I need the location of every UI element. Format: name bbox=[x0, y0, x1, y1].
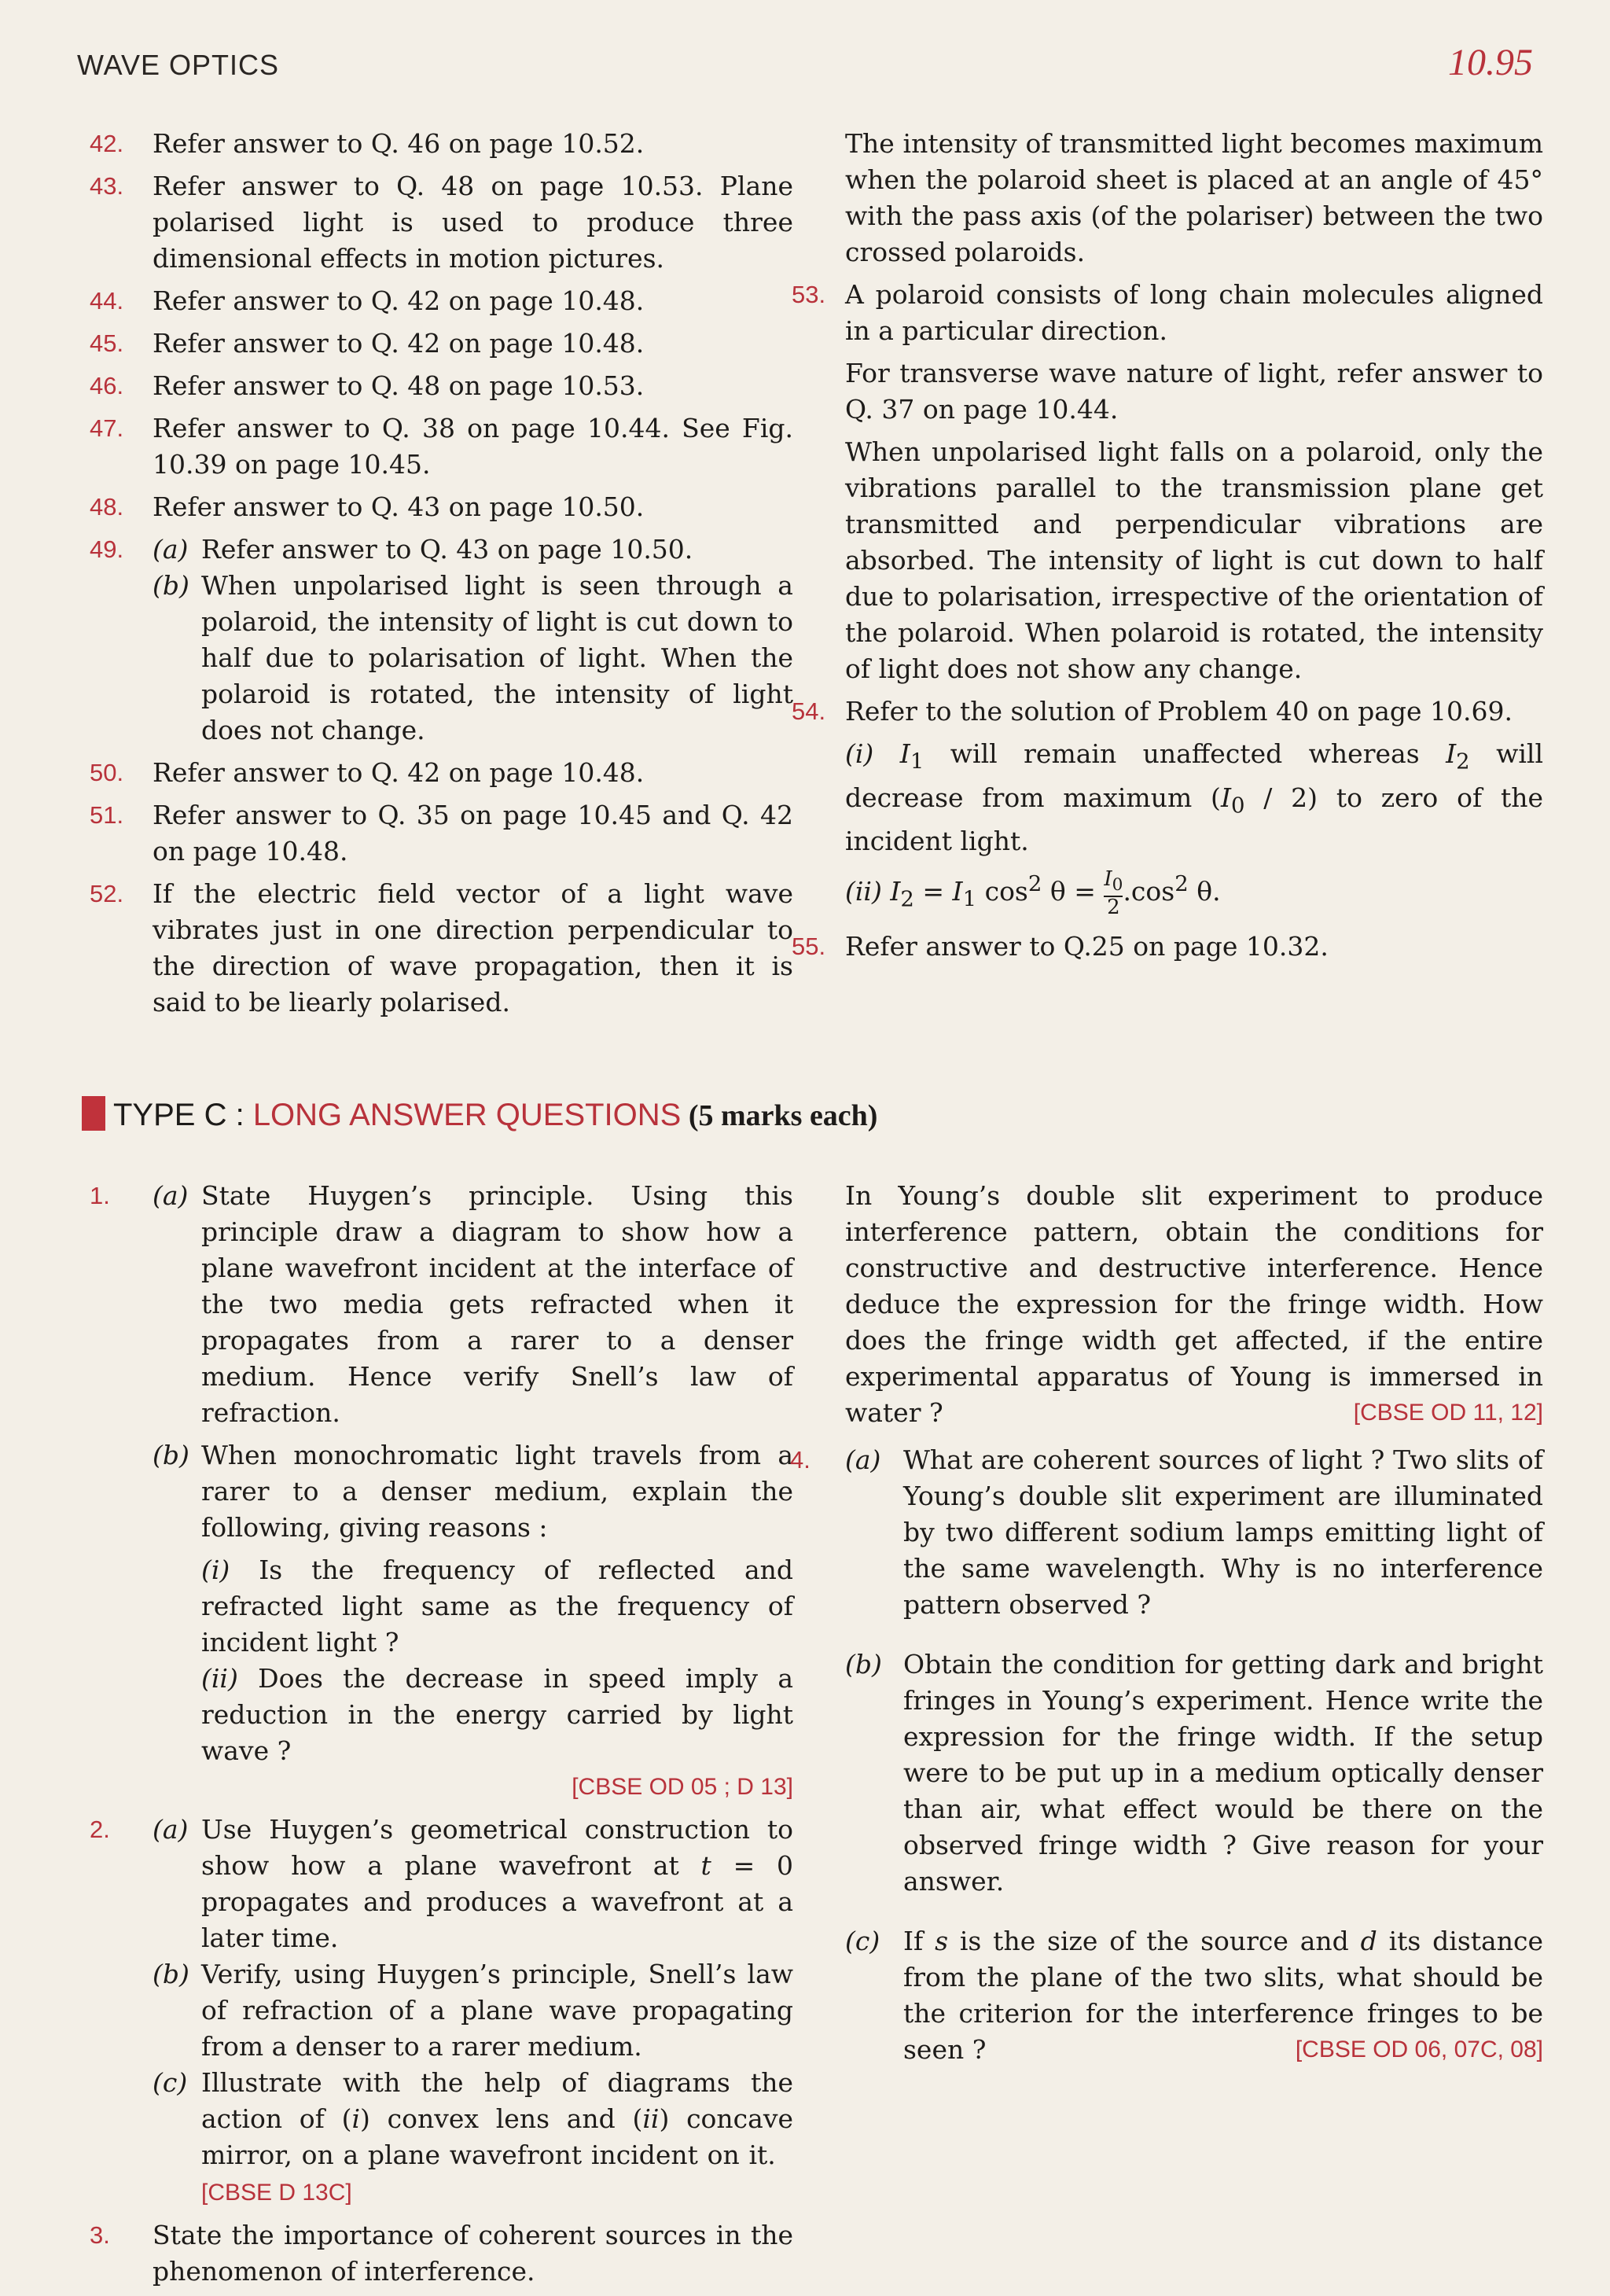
sub-label: (a) bbox=[845, 1444, 881, 1475]
answer-number: 49. bbox=[90, 535, 124, 563]
answer-number: 47. bbox=[90, 414, 124, 442]
answer-text: Refer to the solution of Problem 40 on page 10.69. bbox=[845, 696, 1513, 727]
question-text: In Young’s double slit experiment to produce interference pattern, obtain the conditions for constructive and destructive interference. Hence deduce the expression for the fringe width. How does the fringe width get affected, if the entire experimental apparatus of Young is immersed in water ? bbox=[845, 1180, 1543, 1428]
question-2-c bbox=[153, 2065, 793, 2211]
question-2-b bbox=[153, 1956, 793, 2065]
answer-50 bbox=[90, 755, 793, 791]
subscript: 0 bbox=[1112, 875, 1123, 896]
subscript: 1 bbox=[962, 886, 977, 912]
question-4 bbox=[790, 1442, 1543, 2068]
sub-text: When unpolarised light is seen through a polaroid, the intensity of light is cut down to half due to polarisation of light. When the polaroid is rotated, the intensity of light does not change. bbox=[201, 570, 793, 745]
question-number: 3. bbox=[90, 2221, 110, 2249]
answer-49 bbox=[90, 532, 793, 749]
answer-49-b bbox=[153, 568, 793, 749]
answer-text: Refer answer to Q.25 on page 10.32. bbox=[845, 931, 1329, 962]
chapter-header: WAVE OPTICS bbox=[77, 49, 280, 81]
denominator: 2 bbox=[1107, 896, 1120, 920]
section-heading bbox=[82, 1082, 1544, 1145]
question-3-continuation bbox=[845, 1178, 1543, 1431]
superscript: 2 bbox=[1174, 871, 1189, 897]
equation-text: θ. bbox=[1188, 876, 1221, 907]
answer-54-ii-equation bbox=[845, 866, 1543, 918]
answer-number: 48. bbox=[90, 493, 124, 521]
answer-45 bbox=[90, 326, 793, 362]
question-number: 4. bbox=[790, 1446, 811, 1474]
symbol: d bbox=[1360, 1926, 1377, 1956]
symbol: I bbox=[1446, 738, 1457, 769]
answer-text: Refer answer to Q. 48 on page 10.53. bbox=[153, 370, 645, 401]
sub-label: (ii) bbox=[845, 876, 882, 907]
sub-text: Does the decrease in speed imply a reduction in the energy carried by light wave ? bbox=[201, 1663, 793, 1766]
question-1 bbox=[90, 1178, 793, 1805]
equation-text: θ = bbox=[1042, 876, 1105, 907]
question-1-b-ii bbox=[201, 1661, 793, 1769]
exam-citation: [CBSE OD 05 ; D 13] bbox=[572, 1774, 793, 1800]
symbol: I bbox=[890, 876, 901, 907]
equation-text: .cos bbox=[1123, 876, 1175, 907]
question-number: 1. bbox=[90, 1182, 110, 1209]
answer-54 bbox=[792, 694, 1543, 918]
sub-text: Illustrate with the help of diagrams the action of ( bbox=[201, 2067, 793, 2134]
sub-label: (a) bbox=[153, 534, 189, 565]
answer-55 bbox=[792, 929, 1543, 965]
answer-text: Refer answer to Q. 42 on page 10.48. bbox=[153, 285, 645, 316]
long-questions-right-column bbox=[790, 1178, 1543, 2074]
exam-citation: [CBSE OD 11, 12] bbox=[1353, 1400, 1543, 1426]
sub-label: (i) bbox=[845, 738, 874, 769]
symbol: I bbox=[1220, 782, 1231, 813]
answer-49-a bbox=[153, 532, 793, 568]
exam-citation: [CBSE OD 06, 07C, 08] bbox=[1295, 2037, 1543, 2062]
subscript: 2 bbox=[900, 886, 914, 912]
answer-number: 42. bbox=[90, 130, 124, 157]
sub-text: its distance from the plane of the two slits, what should be the criterion for the interference fringes to be seen ? bbox=[903, 1926, 1543, 2065]
sub-text: Refer answer to Q. 43 on page 10.50. bbox=[201, 534, 693, 565]
answer-53 bbox=[792, 277, 1543, 687]
question-2-a bbox=[153, 1812, 793, 1956]
sub-text: is the size of the source and bbox=[948, 1926, 1361, 1956]
answer-52-continuation: The intensity of transmitted light becomes maximum when the polaroid sheet is placed at an angle of 45° with the pass axis (of the polariser) between the two crossed polaroids. bbox=[845, 128, 1543, 267]
right-answers-column bbox=[792, 126, 1544, 971]
sub-label: i bbox=[351, 2103, 361, 2134]
sub-text: Is the frequency of reflected and refracted light same as the frequency of incident light ? bbox=[201, 1555, 793, 1658]
question-1-a bbox=[153, 1178, 793, 1431]
left-answers-column bbox=[90, 126, 793, 1027]
symbol: I bbox=[899, 738, 910, 769]
subscript: 0 bbox=[1230, 793, 1245, 819]
answer-48 bbox=[90, 489, 793, 525]
answer-number: 53. bbox=[792, 281, 826, 308]
sub-text: Obtain the condition for getting dark and bright fringes in Young’s experiment. Hence write the expression for the fringe width. If the setup were to be put up in a medium optically denser than air, what effect would be there on the observed fringe width ? Give reason for your answer. bbox=[903, 1649, 1543, 1897]
sub-text: ) concave mirror, on a plane wavefront incident on it. bbox=[201, 2103, 794, 2170]
answer-text: Refer answer to Q. 35 on page 10.45 and Q. 42 on page 10.48. bbox=[153, 800, 793, 867]
question-3 bbox=[90, 2217, 793, 2290]
answer-46 bbox=[90, 368, 793, 404]
answer-number: 50. bbox=[90, 759, 124, 786]
answer-text: Refer answer to Q. 48 on page 10.53. Plane polarised light is used to produce three dimensional effects in motion pictures. bbox=[153, 171, 793, 274]
sub-text: will decrease from maximum ( bbox=[845, 738, 1544, 813]
symbol: t bbox=[700, 1850, 711, 1881]
sub-label: (c) bbox=[845, 1926, 880, 1956]
answer-text: Refer answer to Q. 46 on page 10.52. bbox=[153, 128, 645, 159]
section-type: TYPE C : bbox=[113, 1098, 253, 1132]
answer-42 bbox=[90, 126, 793, 162]
section-name: LONG ANSWER QUESTIONS bbox=[252, 1098, 682, 1132]
sub-label: (b) bbox=[845, 1649, 882, 1680]
sub-text: Verify, using Huygen’s principle, Snell’s law of refraction of a plane wave propagating from a denser to a rarer medium. bbox=[201, 1959, 793, 2062]
sub-text: = 0 propagates and produces a wavefront at a later time. bbox=[201, 1850, 793, 1953]
sub-text: When monochromatic light travels from a rarer to a denser medium, explain the following, giving reasons : bbox=[201, 1440, 793, 1543]
answer-54-i bbox=[845, 736, 1543, 859]
answer-number: 54. bbox=[792, 697, 826, 725]
answer-text: When unpolarised light falls on a polaroid, only the vibrations parallel to the transmission plane get transmitted and perpendicular vibrations are absorbed. The intensity of light is cut down to half due to polarisation, irrespective of the orientation of the polaroid. When polaroid is rotated, the intensity of light does not show any change. bbox=[845, 436, 1543, 684]
sub-text: What are coherent sources of light ? Two slits of Young’s double slit experiment are illuminated by two different sodium lamps emitting light of the same wavelength. Why is no interference pattern observed ? bbox=[903, 1444, 1543, 1620]
answer-number: 45. bbox=[90, 329, 124, 357]
equation-text: cos bbox=[976, 876, 1028, 907]
equation-text: = bbox=[913, 876, 953, 907]
sub-text: Use Huygen’s geometrical construction to show how a plane wavefront at bbox=[201, 1814, 793, 1881]
answer-number: 55. bbox=[792, 933, 826, 961]
sub-label: (a) bbox=[153, 1814, 189, 1845]
answer-text: Refer answer to Q. 42 on page 10.48. bbox=[153, 328, 645, 359]
numerator bbox=[1104, 869, 1123, 897]
page-number: 10.95 bbox=[1448, 42, 1533, 83]
section-marker-icon bbox=[82, 1096, 105, 1131]
symbol: s bbox=[935, 1926, 949, 1956]
answer-number: 46. bbox=[90, 372, 124, 399]
sub-label: (c) bbox=[153, 2067, 188, 2098]
answer-47 bbox=[90, 410, 793, 483]
answer-text: If the electric field vector of a light wave vibrates just in one direction perpendicular to the direction of wave propagation, then it is said to be liearly polarised. bbox=[153, 878, 793, 1017]
question-2 bbox=[90, 1812, 793, 2211]
section-title bbox=[113, 1098, 877, 1133]
answer-number: 51. bbox=[90, 801, 124, 829]
question-4-b bbox=[845, 1647, 1543, 1900]
sub-text: State Huygen’s principle. Using this principle draw a diagram to show how a plane wavefront incident at the interface of the two media gets refracted when it propagates from a rarer to a denser medium. Hence verify Snell’s law of refraction. bbox=[201, 1180, 793, 1428]
sub-text: will remain unaffected whereas bbox=[924, 738, 1446, 769]
long-questions-left-column bbox=[90, 1178, 793, 2296]
answer-43 bbox=[90, 168, 793, 277]
question-1-b-i bbox=[201, 1552, 793, 1661]
answer-number: 52. bbox=[90, 880, 124, 907]
question-number: 2. bbox=[90, 1816, 110, 1843]
answer-text: A polaroid consists of long chain molecules aligned in a particular direction. bbox=[845, 279, 1543, 346]
fraction bbox=[1104, 869, 1123, 918]
subscript: 2 bbox=[1456, 749, 1470, 775]
superscript: 2 bbox=[1027, 871, 1042, 897]
sub-label: (i) bbox=[201, 1555, 230, 1585]
answer-52 bbox=[90, 876, 793, 1021]
answer-text: Refer answer to Q. 38 on page 10.44. See Fig. 10.39 on page 10.45. bbox=[153, 413, 793, 480]
answer-text: For transverse wave nature of light, refer answer to Q. 37 on page 10.44. bbox=[845, 358, 1543, 425]
sub-label: (ii) bbox=[201, 1663, 238, 1694]
answer-44 bbox=[90, 283, 793, 319]
sub-text: If bbox=[903, 1926, 935, 1956]
section-marks: (5 marks each) bbox=[681, 1099, 878, 1132]
sub-label: (b) bbox=[153, 570, 189, 601]
answer-text: Refer answer to Q. 43 on page 10.50. bbox=[153, 491, 645, 522]
sub-text: ) convex lens and ( bbox=[360, 2103, 643, 2134]
symbol: I bbox=[952, 876, 963, 907]
question-text: State the importance of coherent sources in the phenomenon of interference. bbox=[153, 2220, 793, 2287]
sub-text: / 2) to zero of the incident light. bbox=[845, 782, 1543, 857]
sub-label: (b) bbox=[153, 1959, 189, 1989]
answer-text: Refer answer to Q. 42 on page 10.48. bbox=[153, 757, 645, 788]
question-1-b bbox=[153, 1437, 793, 1805]
question-4-a bbox=[845, 1442, 1543, 1623]
symbol: I bbox=[1104, 867, 1112, 892]
sub-label: (b) bbox=[153, 1440, 189, 1470]
sub-label: ii bbox=[642, 2103, 660, 2134]
exam-citation: [CBSE D 13C] bbox=[201, 2180, 352, 2206]
question-4-c bbox=[845, 1923, 1543, 2068]
answer-51 bbox=[90, 797, 793, 870]
subscript: 1 bbox=[910, 749, 924, 775]
answer-number: 44. bbox=[90, 287, 124, 315]
answer-number: 43. bbox=[90, 172, 124, 200]
sub-label: (a) bbox=[153, 1180, 189, 1211]
